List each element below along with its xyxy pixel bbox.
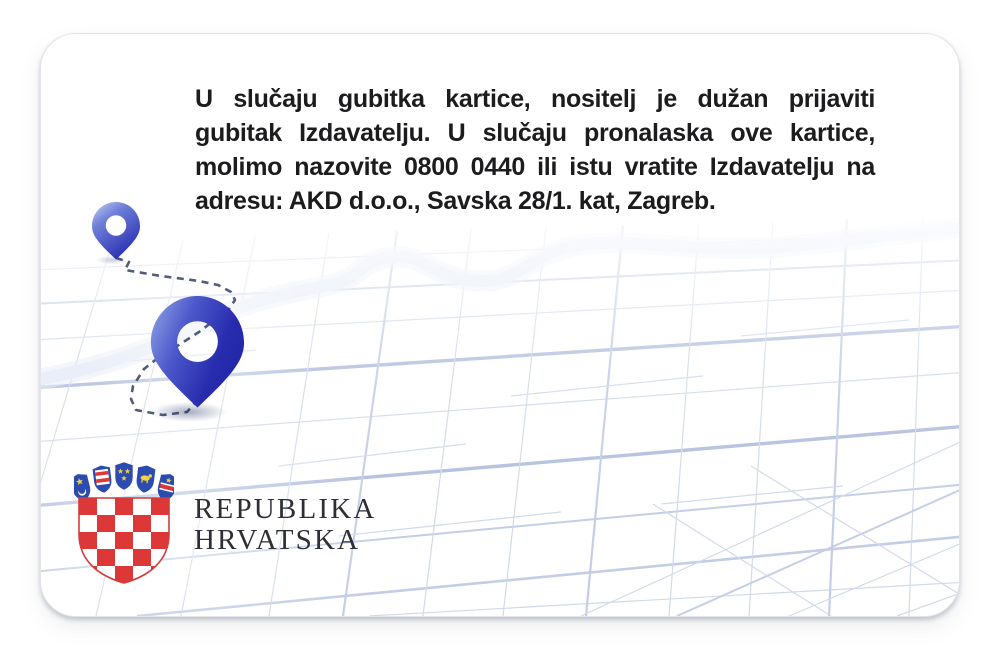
country-name-line-1: REPUBLIKA (194, 493, 377, 525)
country-name (194, 494, 377, 556)
small-pin-shadow (96, 256, 128, 265)
coat-of-arms (74, 460, 174, 586)
croatian-coat-of-arms-icon (74, 460, 174, 586)
notice-line-4: adresu: AKD d.o.o., Savska 28/1. kat, Zagreb. (195, 187, 716, 215)
loss-notice-text (195, 82, 875, 218)
id-card-back (40, 33, 960, 617)
notice-line-2: gubitak Izdavatelju. U slučaju pronalaska ove kartice, (195, 119, 875, 147)
chequy-shield (79, 498, 169, 583)
notice-line-1: U slučaju gubitka kartice, nositelj je dužan prijaviti (195, 85, 875, 113)
country-name-line-2: HRVATSKA (194, 524, 361, 556)
notice-line-3: molimo nazovite 0800 0440 ili istu vratite Izdavatelju na (195, 153, 875, 181)
crown-shields (74, 462, 174, 503)
large-pin-shadow (151, 402, 227, 422)
